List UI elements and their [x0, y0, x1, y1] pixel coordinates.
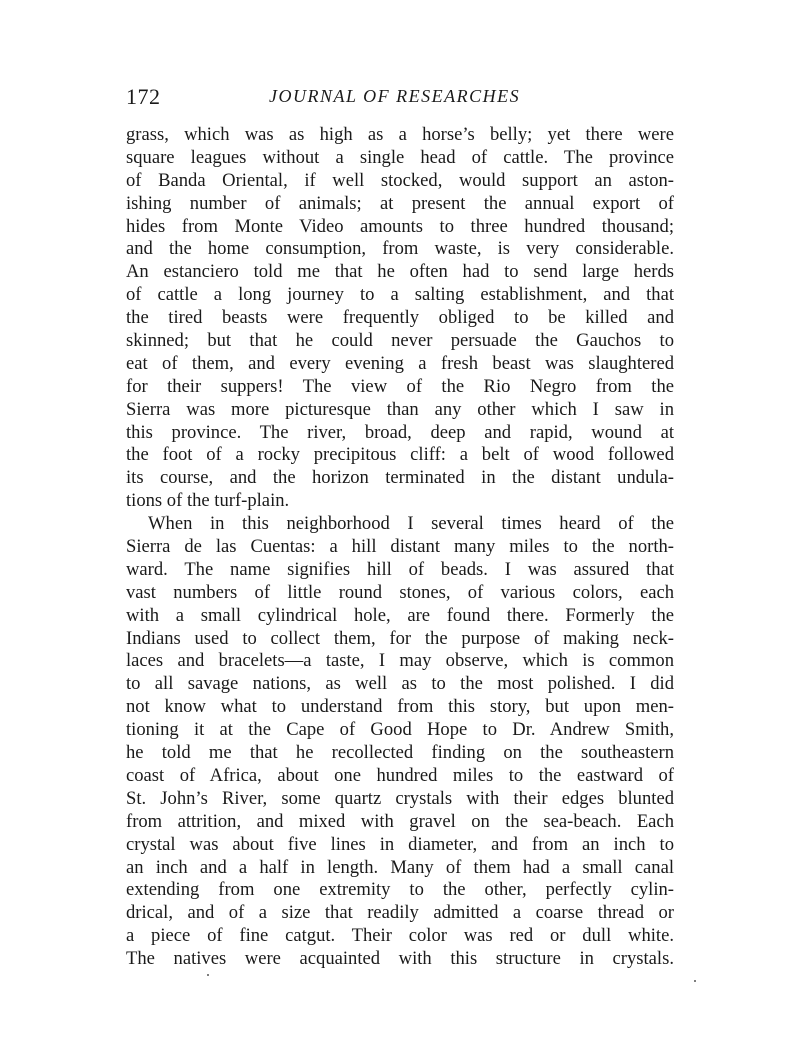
text-line: not know what to understand from this story, but upon men-: [126, 696, 674, 718]
running-title: JOURNAL OF RESEARCHES: [269, 86, 521, 106]
text-line: of Banda Oriental, if well stocked, would support an aston-: [126, 169, 674, 191]
text-line: the foot of a rocky precipitous cliff: a belt of wood followed: [126, 444, 674, 466]
text-line: ishing number of animals; at present the annual export of: [126, 192, 674, 214]
text-line: Sierra was more picturesque than any other which I saw in: [126, 398, 674, 420]
text-line: ward. The name signifies hill of beads. I was assured that: [126, 558, 674, 580]
print-speck: [694, 980, 696, 982]
text-line: drical, and of a size that readily admitted a coarse thread or: [126, 902, 674, 924]
text-line: vast numbers of little round stones, of various colors, each: [126, 581, 674, 603]
text-line: Indians used to collect them, for the purpose of making neck-: [126, 627, 674, 649]
text-line: coast of Africa, about one hundred miles to the eastward of: [126, 764, 674, 786]
text-line: An estanciero told me that he often had to send large herds: [126, 261, 674, 283]
page-header: [126, 84, 672, 114]
text-line: eat of them, and every evening a fresh beast was slaughtered: [126, 352, 674, 374]
text-line: grass, which was as high as a horse’s belly; yet there were: [126, 124, 674, 145]
text-line: this province. The river, broad, deep and rapid, wound at: [126, 421, 674, 443]
text-line: its course, and the horizon terminated in the distant undula-: [126, 467, 674, 489]
text-line: skinned; but that he could never persuade the Gauchos to: [126, 330, 674, 352]
text-line: Sierra de las Cuentas: a hill distant many miles to the north-: [126, 536, 674, 558]
paragraph-1: [126, 124, 674, 513]
text-line: square leagues without a single head of cattle. The province: [126, 146, 674, 168]
text-line: When in this neighborhood I several times heard of the: [148, 513, 674, 535]
text-line: from attrition, and mixed with gravel on the sea-beach. Each: [126, 810, 674, 832]
text-line: the tired beasts were frequently obliged to be killed and: [126, 307, 674, 329]
text-line: tions of the turf-plain.: [126, 490, 290, 512]
paragraph-2: [126, 513, 674, 971]
text-line: crystal was about five lines in diameter, and from an inch to: [126, 833, 674, 855]
text-line: with a small cylindrical hole, are found there. Formerly the: [126, 604, 674, 626]
text-line: St. John’s River, some quartz crystals with their edges blunted: [126, 787, 674, 809]
print-speck: [207, 974, 209, 976]
text-line: extending from one extremity to the other, perfectly cylin-: [126, 879, 674, 901]
text-line: for their suppers! The view of the Rio Negro from the: [126, 375, 674, 397]
text-line: an inch and a half in length. Many of them had a small canal: [126, 856, 674, 878]
text-line: The natives were acquainted with this structure in crystals.: [126, 948, 674, 970]
text-line: to all savage nations, as well as to the most polished. I did: [126, 673, 674, 695]
text-line: a piece of fine catgut. Their color was red or dull white.: [126, 925, 674, 947]
text-line: hides from Monte Video amounts to three hundred thousand;: [126, 215, 674, 237]
text-line: laces and bracelets—a taste, I may observe, which is common: [126, 650, 674, 672]
text-line: he told me that he recollected finding on the southeastern: [126, 742, 674, 764]
page-body: [126, 124, 674, 971]
text-line: and the home consumption, from waste, is very considerable.: [126, 238, 674, 260]
page-number: 172: [126, 84, 161, 109]
text-line: of cattle a long journey to a salting establishment, and that: [126, 284, 674, 306]
text-line: tioning it at the Cape of Good Hope to Dr. Andrew Smith,: [126, 719, 674, 741]
